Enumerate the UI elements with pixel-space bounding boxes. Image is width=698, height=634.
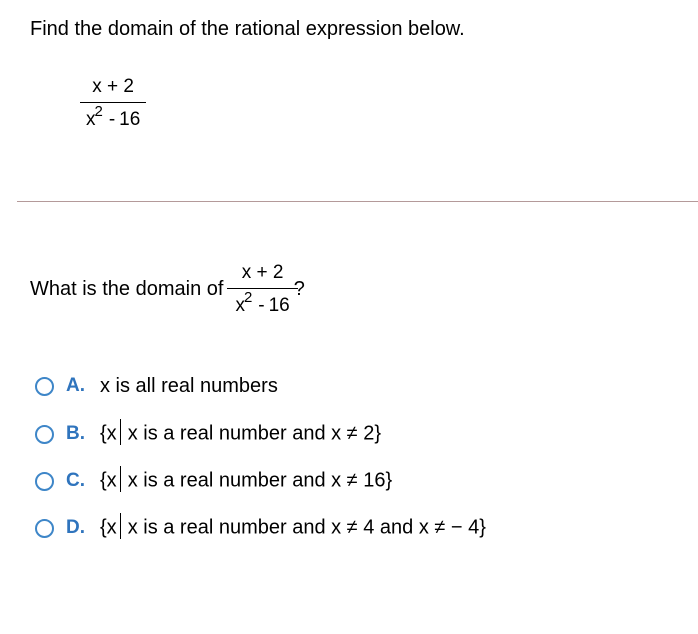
option-a-label: x is all real numbers [100,374,278,397]
option-b-label: x is a real number and x ≠ 2} [127,422,382,445]
problem-prompt: Find the domain of the rational expression below. [30,18,465,40]
option-d-letter: D. [66,517,85,538]
question-denominator-base: x [235,295,245,316]
option-a-letter: A. [66,375,85,396]
set-builder-bar [120,419,121,445]
expression-numerator: x + 2 [92,76,135,97]
option-d-label: x is a real number and x ≠ 4 and x ≠ − 4} [127,516,486,539]
option-b-radio[interactable] [35,425,54,444]
option-b-text [100,421,381,447]
option-a[interactable] [30,370,278,402]
question-denominator-exponent: 2 [243,289,253,306]
question [30,262,305,317]
section-divider [17,201,698,202]
set-builder-bar [120,466,121,492]
denominator-base: x [86,109,96,130]
option-b-set-open: {x [100,422,117,445]
denominator-constant: 16 [119,109,141,130]
option-d[interactable] [30,512,486,544]
question-numerator: x + 2 [241,262,284,283]
option-d-radio[interactable] [35,519,54,538]
question-denominator-constant: 16 [268,295,290,316]
question-denominator [229,289,295,317]
option-c-letter: C. [66,470,85,491]
option-a-radio[interactable] [35,377,54,396]
option-c-label: x is a real number and x ≠ 16} [127,469,393,492]
option-c[interactable] [30,465,392,497]
question-expression [229,262,295,317]
question-text: What is the domain of [30,278,224,300]
option-a-text [100,375,278,398]
question-mark: ? [293,278,305,300]
option-c-set-open: {x [100,469,117,492]
denominator-minus: - [108,109,116,130]
option-b[interactable] [30,418,381,450]
expression-denominator [80,103,146,131]
question-denominator-minus: - [258,295,265,316]
denominator-exponent: 2 [94,103,103,120]
option-c-text [100,468,392,494]
rational-expression [80,76,146,131]
option-c-radio[interactable] [35,472,54,491]
option-d-set-open: {x [100,516,117,539]
set-builder-bar [120,513,121,539]
option-b-letter: B. [66,423,85,444]
option-d-text [100,515,486,541]
